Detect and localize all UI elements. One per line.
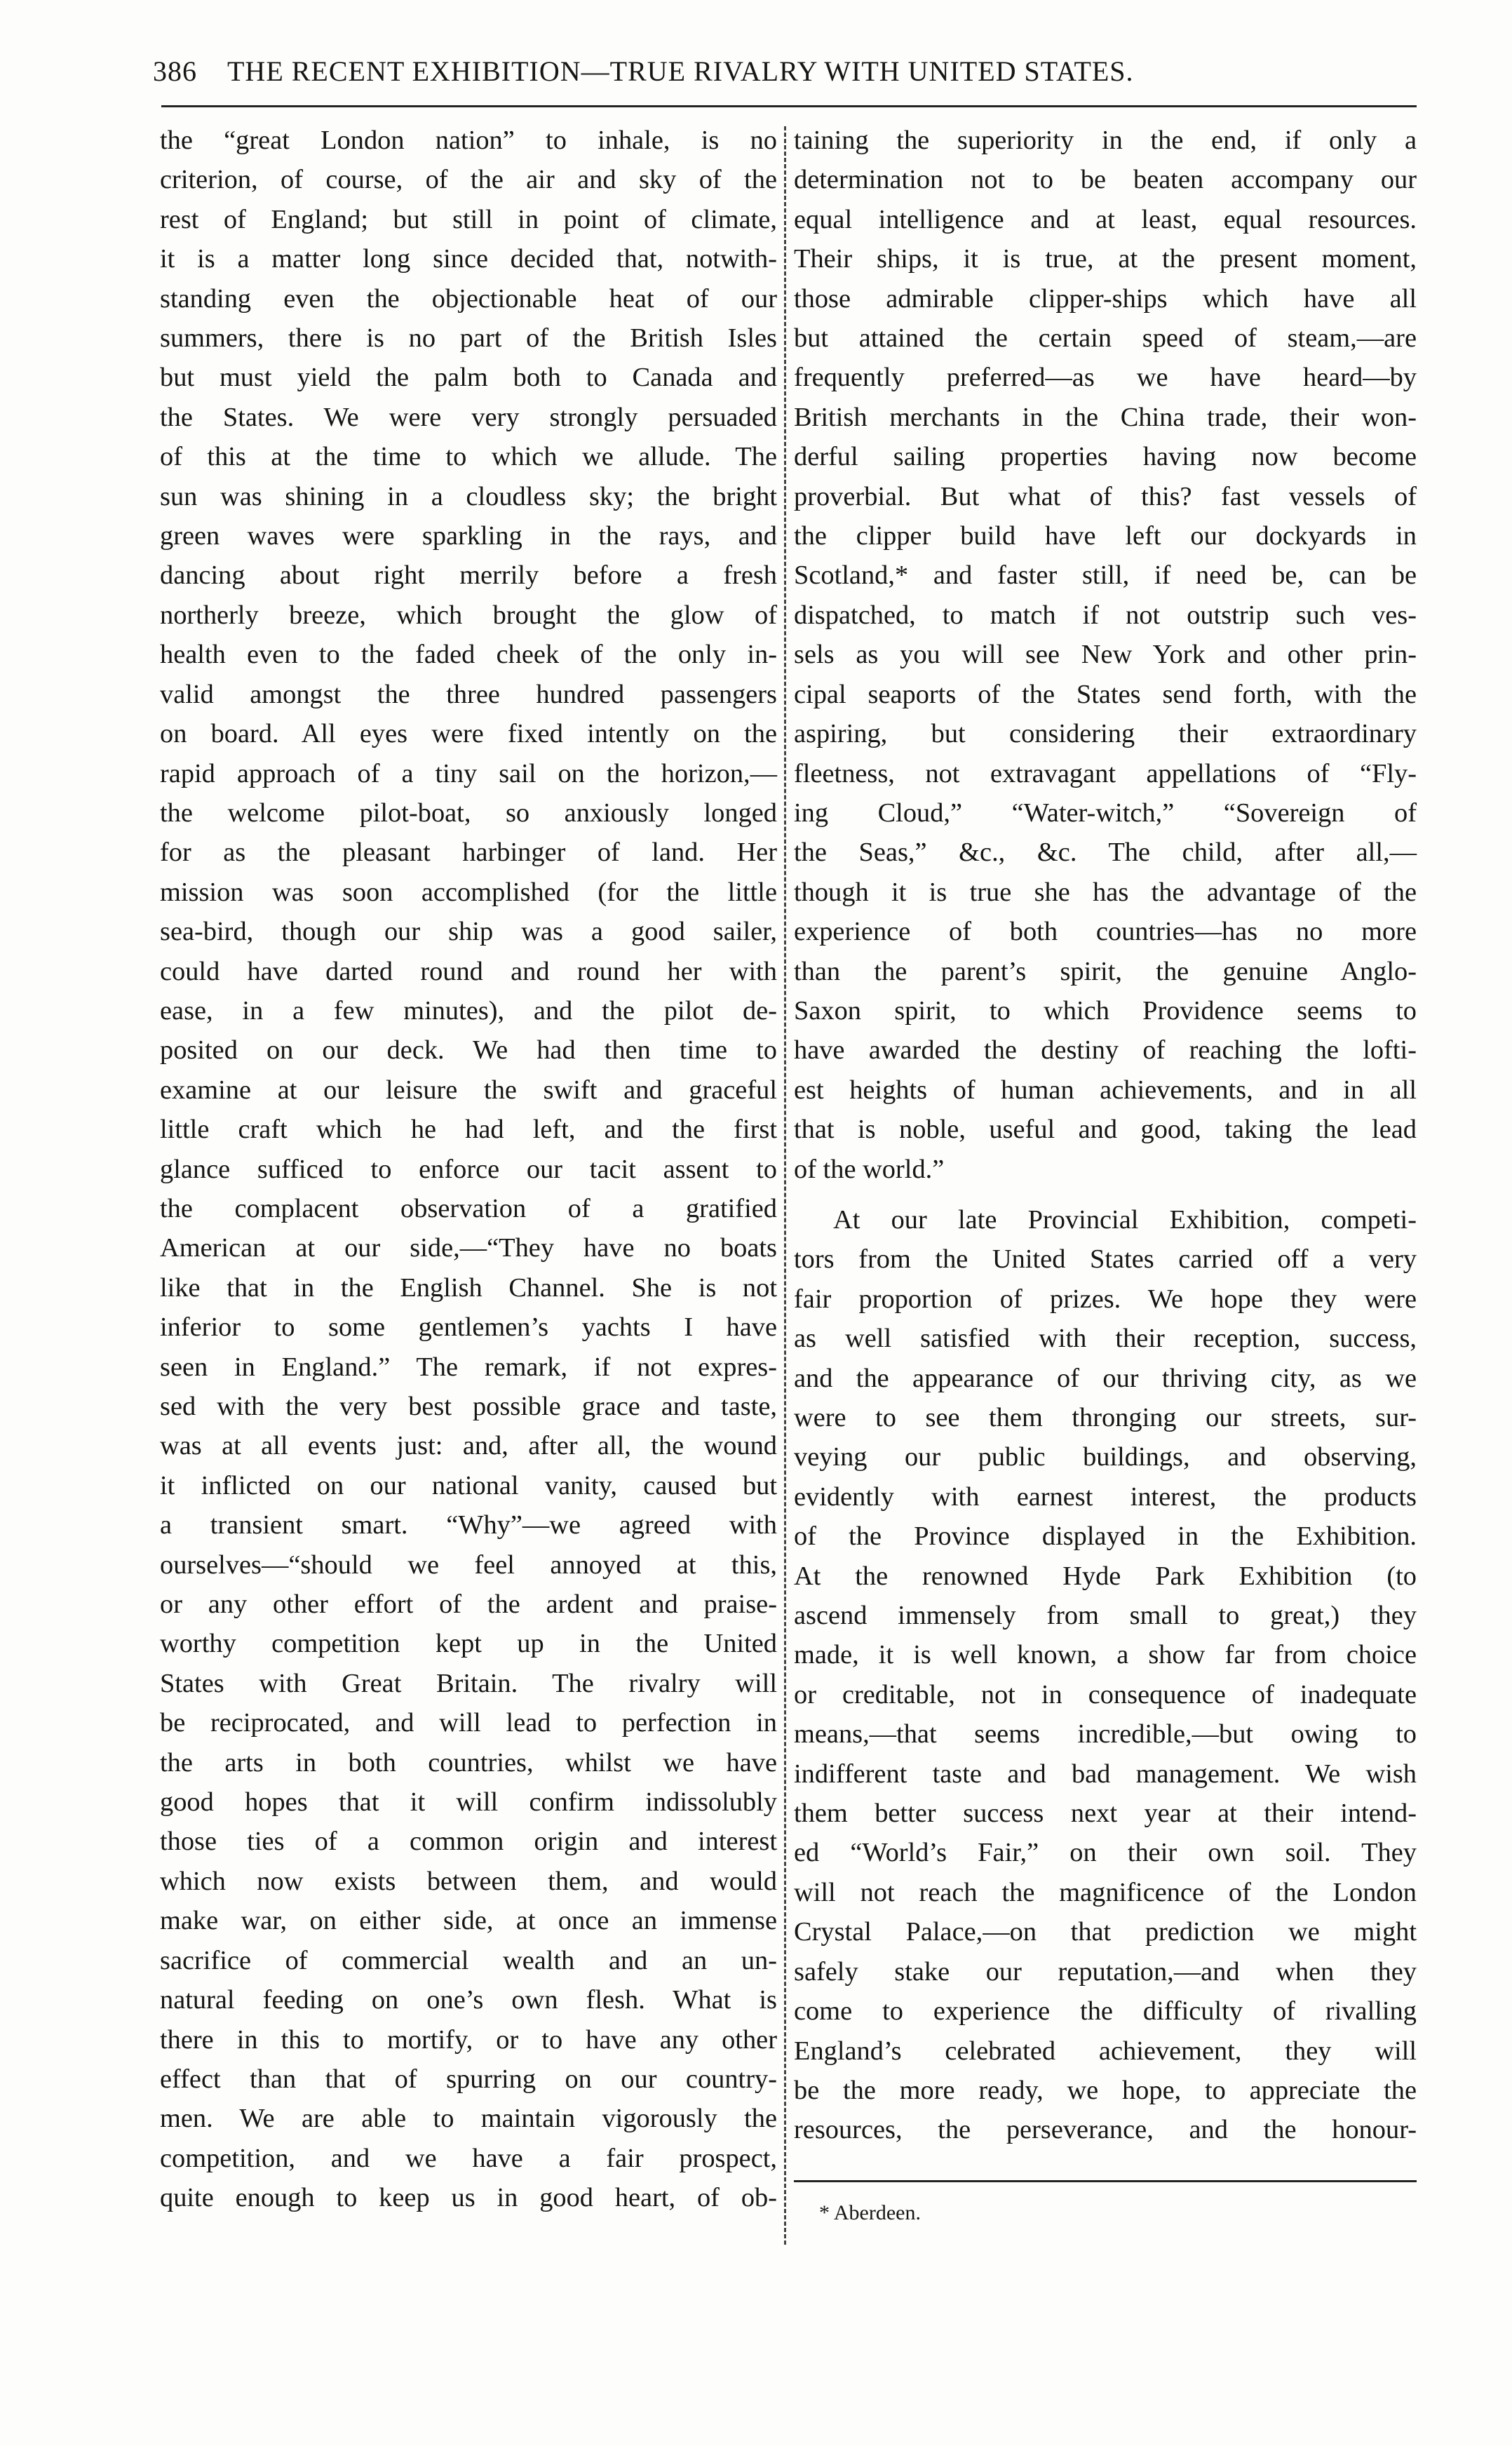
text-line: which now exists between them, and would [160, 1866, 777, 1896]
text-line: rapid approach of a tiny sail on the horizon,— [160, 758, 777, 788]
paragraph-clipper-ships [794, 121, 1417, 1189]
text-line: there in this to mortify, or to have any other [160, 2024, 777, 2055]
text-line: competition, and we have a fair prospect, [160, 2143, 777, 2173]
text-line: equal intelligence and at least, equal resources. [794, 204, 1417, 234]
right-column [794, 121, 1417, 2150]
text-line: British merchants in the China trade, their won- [794, 402, 1417, 432]
text-line: examine at our leisure the swift and graceful [160, 1075, 777, 1105]
text-line: the States. We were very strongly persuaded [160, 402, 777, 432]
text-line: Scotland,* and faster still, if need be, can be [794, 560, 1417, 591]
text-line: as well satisfied with their reception, success, [794, 1324, 1417, 1354]
text-line: valid amongst the three hundred passengers [160, 679, 777, 709]
text-line: Their ships, it is true, at the present moment, [794, 244, 1417, 274]
text-line: derful sailing properties having now become [794, 442, 1417, 472]
text-line: northerly breeze, which brought the glow of [160, 600, 777, 630]
text-line: aspiring, but considering their extraordinary [794, 719, 1417, 749]
text-line: and the appearance of our thriving city, as we [794, 1363, 1417, 1393]
text-line: frequently preferred—as we have heard—by [794, 363, 1417, 393]
text-line: glance sufficed to enforce our tacit assent to [160, 1154, 777, 1184]
text-line: safely stake our reputation,—and when they [794, 1956, 1417, 1987]
text-line: that is noble, useful and good, taking the lead [794, 1115, 1417, 1145]
text-line: Crystal Palace,—on that prediction we might [794, 1917, 1417, 1947]
text-line: will not reach the magnificence of the London [794, 1877, 1417, 1907]
text-line: the “great London nation” to inhale, is no [160, 126, 777, 155]
text-line: standing even the objectionable heat of our [160, 283, 777, 314]
text-line: those ties of a common origin and interest [160, 1827, 777, 1857]
text-line: was at all events just: and, after all, the wound [160, 1431, 777, 1461]
text-line: made, it is well known, a show far from choice [794, 1640, 1417, 1670]
left-column [160, 121, 777, 2218]
text-line: though it is true she has the advantage of the [794, 877, 1417, 907]
footnote-rule [794, 2180, 1417, 2182]
text-line: States with Great Britain. The rivalry will [160, 1668, 777, 1698]
text-line: or creditable, not in consequence of inadequate [794, 1679, 1417, 1709]
text-line: evidently with earnest interest, the products [794, 1481, 1417, 1512]
running-title: THE RECENT EXHIBITION—TRUE RIVALRY WITH UNITED STATES. [227, 55, 1134, 87]
text-line: rest of England; but still in point of climate, [160, 204, 777, 234]
text-line: experience of both countries—has no more [794, 917, 1417, 947]
text-line: the welcome pilot-boat, so anxiously longed [160, 798, 777, 828]
text-line: posited on our deck. We had then time to [160, 1035, 777, 1066]
text-line: indifferent taste and bad management. We wish [794, 1759, 1417, 1789]
text-line: sea-bird, though our ship was a good sailer, [160, 917, 777, 947]
text-line: At the renowned Hyde Park Exhibition (to [794, 1561, 1417, 1591]
text-line: Saxon spirit, to which Providence seems to [794, 995, 1417, 1026]
text-line: green waves were sparkling in the rays, and [160, 521, 777, 551]
text-line: sed with the very best possible grace and taste, [160, 1392, 777, 1421]
text-line: England’s celebrated achievement, they will [794, 2036, 1417, 2066]
text-line: inferior to some gentlemen’s yachts I have [160, 1312, 777, 1343]
header-rule [161, 105, 1417, 107]
text-line: of the world.” [794, 1154, 945, 1184]
text-line: a transient smart. “Why”—we agreed with [160, 1510, 777, 1540]
text-line: be the more ready, we hope, to appreciate the [794, 2075, 1417, 2105]
text-line: it is a matter long since decided that, notwith- [160, 244, 777, 274]
text-line: mission was soon accomplished (for the little [160, 877, 777, 907]
text-line: ourselves—“should we feel annoyed at this, [160, 1550, 777, 1580]
text-line: ing Cloud,” “Water-witch,” “Sovereign of [794, 798, 1417, 828]
footnote: * Aberdeen. [819, 2201, 921, 2224]
text-line: the complacent observation of a gratified [160, 1193, 777, 1223]
text-line: of this at the time to which we allude. The [160, 442, 777, 472]
text-line: ease, in a few minutes), and the pilot de- [160, 995, 777, 1026]
column-divider [784, 126, 786, 2245]
text-line: proverbial. But what of this? fast vessels of [794, 481, 1417, 511]
text-line: like that in the English Channel. She is not [160, 1272, 777, 1303]
text-line: resources, the perseverance, and the honour- [794, 2115, 1417, 2145]
text-line: or any other effort of the ardent and praise- [160, 1590, 777, 1620]
text-line: ascend immensely from small to great,) they [794, 1601, 1417, 1631]
text-line: but attained the certain speed of steam,—are [794, 323, 1417, 354]
text-line: have awarded the destiny of reaching the lofti- [794, 1035, 1417, 1066]
text-line: dancing about right merrily before a fresh [160, 560, 777, 591]
text-line: them better success next year at their intend- [794, 1799, 1417, 1829]
text-line: could have darted round and round her with [160, 956, 777, 986]
text-line: be reciprocated, and will lead to perfection in [160, 1708, 777, 1738]
text-line: determination not to be beaten accompany our [794, 165, 1417, 195]
text-line: ed “World’s Fair,” on their own soil. They [794, 1838, 1417, 1868]
text-line: those admirable clipper-ships which have all [794, 283, 1417, 314]
text-line: but must yield the palm both to Canada and [160, 363, 777, 393]
text-line: of the Province displayed in the Exhibition. [794, 1521, 1417, 1552]
text-line: the clipper build have left our dockyards in [794, 521, 1417, 551]
text-line: summers, there is no part of the British Isles [160, 323, 777, 354]
text-line: worthy competition kept up in the United [160, 1629, 777, 1659]
text-line: natural feeding on one’s own flesh. What is [160, 1985, 777, 2015]
text-line: good hopes that it will confirm indissolubly [160, 1787, 777, 1817]
text-line: fleetness, not extravagant appellations of “Fly- [794, 758, 1417, 788]
text-line: criterion, of course, of the air and sky of the [160, 165, 777, 195]
text-line: means,—that seems incredible,—but owing to [794, 1719, 1417, 1749]
text-line: taining the superiority in the end, if only a [794, 126, 1417, 155]
text-line: veying our public buildings, and observing, [794, 1442, 1417, 1472]
text-line: fair proportion of prizes. We hope they were [794, 1284, 1417, 1314]
text-line: dispatched, to match if not outstrip such ves- [794, 600, 1417, 630]
text-line: seen in England.” The remark, if not expres- [160, 1352, 777, 1382]
text-line: sels as you will see New York and other prin- [794, 640, 1417, 670]
text-line: on board. All eyes were fixed intently on the [160, 719, 777, 749]
text-line: health even to the faded cheek of the only in- [160, 640, 777, 670]
text-line: men. We are able to maintain vigorously the [160, 2104, 777, 2134]
page-header [153, 49, 1415, 98]
text-line: for as the pleasant harbinger of land. Her [160, 838, 777, 868]
text-line: the Seas,” &c., &c. The child, after all,— [794, 838, 1417, 868]
text-line: At our late Provincial Exhibition, competi- [833, 1204, 1417, 1235]
text-line: sun was shining in a cloudless sky; the bright [160, 481, 777, 511]
text-line: come to experience the difficulty of rivalling [794, 1996, 1417, 2027]
text-line: were to see them thronging our streets, sur- [794, 1403, 1417, 1432]
paragraph-provincial-exhibition [794, 1200, 1417, 2150]
text-line: cipal seaports of the States send forth, with the [794, 679, 1417, 709]
text-line: little craft which he had left, and the first [160, 1115, 777, 1145]
text-line: it inflicted on our national vanity, caused but [160, 1470, 777, 1500]
text-line: the arts in both countries, whilst we have [160, 1747, 777, 1778]
page-number: 386 [153, 55, 197, 87]
text-line: sacrifice of commercial wealth and an un- [160, 1945, 777, 1975]
text-line: than the parent’s spirit, the genuine Anglo- [794, 956, 1417, 986]
text-line: effect than that of spurring on our country- [160, 2064, 777, 2094]
text-line: est heights of human achievements, and in all [794, 1075, 1417, 1105]
text-line: make war, on either side, at once an immense [160, 1906, 777, 1936]
text-line: quite enough to keep us in good heart, of ob- [160, 2183, 777, 2213]
text-line: American at our side,—“They have no boats [160, 1233, 777, 1263]
text-line: tors from the United States carried off a very [794, 1244, 1417, 1275]
